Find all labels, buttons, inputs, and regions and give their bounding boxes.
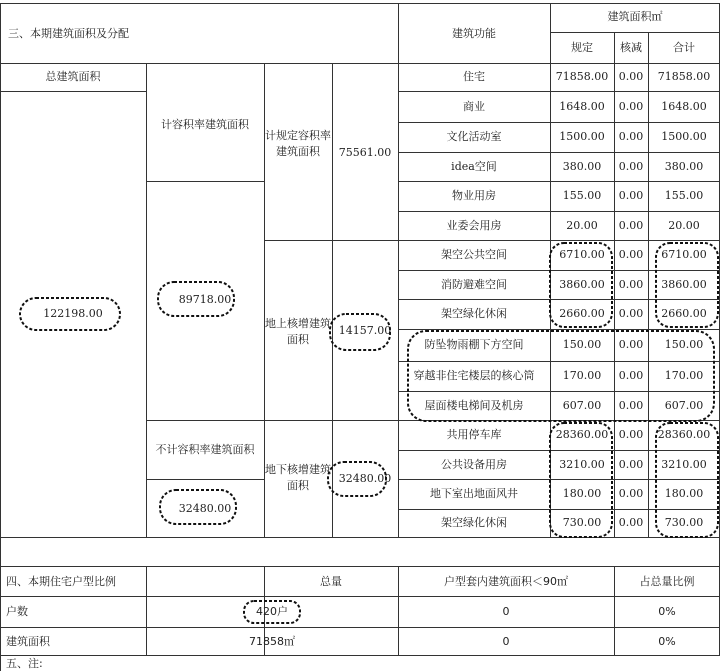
regulated-area: 1500.00: [559, 130, 605, 143]
total-area-label: 总建筑面积: [45, 70, 101, 83]
verified-reduction: 0.00: [618, 219, 644, 232]
regulated-far-value: 75561.00: [338, 146, 392, 159]
regulated-area: 3210.00: [559, 458, 605, 471]
non-far-area-label: 不计容积率建筑面积: [155, 443, 255, 456]
regulated-area: 71858.00: [555, 70, 609, 83]
function-name: 穿越非住宅楼层的核心筒: [413, 369, 535, 382]
verified-reduction: 0.00: [618, 458, 644, 471]
total-area: 1648.00: [661, 100, 707, 113]
underground-bonus-value: 32480.00: [338, 472, 392, 485]
households-total: 420户: [256, 605, 288, 618]
total-area: 20.00: [668, 219, 700, 232]
regulated-area: 6710.00: [559, 248, 605, 261]
function-name: 文化活动室: [446, 130, 502, 143]
function-name: 架空绿化休闲: [441, 307, 507, 320]
function-name: 防坠物雨棚下方空间: [424, 338, 524, 351]
above-ground-bonus-value: 14157.00: [338, 324, 392, 337]
non-far-area-value: 32480.00: [178, 502, 232, 515]
total-area: 155.00: [664, 189, 704, 202]
total-area: 6710.00: [661, 248, 707, 261]
section-4-ratio-header: 占总量比例: [639, 575, 695, 588]
households-ratio: 0%: [658, 605, 676, 618]
verified-reduction: 0.00: [618, 399, 644, 412]
verified-reduction: 0.00: [618, 338, 644, 351]
function-name: 住宅: [463, 70, 485, 83]
function-name: 物业用房: [452, 189, 496, 202]
verified-reduction: 0.00: [618, 70, 644, 83]
regulated-area: 20.00: [566, 219, 598, 232]
far-area-value: 89718.00: [178, 293, 232, 306]
households-small-unit: 0: [502, 605, 510, 618]
total-area: 607.00: [664, 399, 704, 412]
function-name: 消防避难空间: [441, 278, 507, 291]
total-area: 2660.00: [661, 307, 707, 320]
floor-area-small-unit: 0: [502, 635, 510, 648]
verified-reduction: 0.00: [618, 160, 644, 173]
total-area: 730.00: [664, 516, 704, 529]
total-area: 380.00: [664, 160, 704, 173]
regulated-area: 28360.00: [555, 428, 609, 441]
above-ground-bonus-label: 地上核增建筑面积: [265, 317, 331, 346]
markup-cloud: [408, 331, 714, 421]
verified-reduction: 0.00: [618, 100, 644, 113]
section-4-title: 四、本期住宅户型比例: [6, 575, 116, 588]
total-area: 1500.00: [661, 130, 707, 143]
markup-cloud: [158, 282, 234, 316]
regulated-area: 155.00: [562, 189, 602, 202]
floor-area-ratio: 0%: [658, 635, 676, 648]
verified-reduction: 0.00: [618, 428, 644, 441]
total-area: 150.00: [664, 338, 704, 351]
total-area: 71858.00: [657, 70, 711, 83]
total-area-value: 122198.00: [43, 307, 103, 320]
total-area: 170.00: [664, 369, 704, 382]
function-name: 公共设备用房: [441, 458, 507, 471]
section-5-title: 五、注:: [6, 657, 43, 670]
markup-cloud: [550, 423, 612, 537]
floor-area-label: 建筑面积: [6, 635, 50, 648]
verified-reduction: 0.00: [618, 487, 644, 500]
verified-reduction: 0.00: [618, 516, 644, 529]
section-4-total-header: 总量: [320, 575, 342, 588]
markup-cloud: [328, 462, 386, 496]
section-4-small-unit-header: 户型套内建筑面积＜90㎡: [444, 575, 568, 588]
function-name: idea空间: [451, 160, 497, 173]
markup-cloud: [20, 298, 120, 330]
regulated-area: 607.00: [562, 399, 602, 412]
verified-reduction: 0.00: [618, 369, 644, 382]
total-area: 3210.00: [661, 458, 707, 471]
section-3-title: 三、本期建筑面积及分配: [8, 27, 129, 40]
verified-reduction: 0.00: [618, 130, 644, 143]
total-area: 180.00: [664, 487, 704, 500]
markup-cloud: [656, 423, 718, 537]
function-name: 地下室出地面风井: [430, 487, 518, 500]
regulated-area: 170.00: [562, 369, 602, 382]
function-name: 共用停车库: [446, 428, 502, 441]
markup-cloud: [330, 314, 390, 350]
verified-reduction: 0.00: [618, 278, 644, 291]
area-column-header: 建筑面积㎡: [607, 10, 663, 23]
function-name: 屋面楼电梯间及机房: [424, 399, 524, 412]
regulated-area: 3860.00: [559, 278, 605, 291]
function-name: 架空绿化休闲: [441, 516, 507, 529]
markup-cloud: [160, 490, 236, 524]
markup-cloud: [550, 243, 612, 327]
regulated-area: 730.00: [562, 516, 602, 529]
function-name: 商业: [463, 100, 485, 113]
verified-reduction: 0.00: [618, 248, 644, 261]
regulated-column-header: 规定: [571, 41, 593, 54]
regulated-area: 380.00: [562, 160, 602, 173]
total-area: 28360.00: [657, 428, 711, 441]
regulated-area: 180.00: [562, 487, 602, 500]
floor-area-total: 71858㎡: [249, 635, 295, 648]
markup-cloud: [656, 243, 718, 327]
verified-column-header: 核减: [620, 41, 642, 54]
verified-reduction: 0.00: [618, 307, 644, 320]
regulated-area: 150.00: [562, 338, 602, 351]
total-column-header: 合计: [673, 41, 695, 54]
verified-reduction: 0.00: [618, 189, 644, 202]
underground-bonus-label: 地下核增建筑面积: [265, 463, 331, 492]
function-name: 架空公共空间: [441, 248, 507, 261]
far-area-label: 计容积率建筑面积: [161, 118, 249, 131]
regulated-area: 1648.00: [559, 100, 605, 113]
households-label: 户数: [6, 605, 28, 618]
regulated-far-label: 计规定容积率建筑面积: [265, 129, 331, 158]
total-area: 3860.00: [661, 278, 707, 291]
regulated-area: 2660.00: [559, 307, 605, 320]
function-name: 业委会用房: [446, 219, 502, 232]
function-column-header: 建筑功能: [452, 27, 496, 40]
